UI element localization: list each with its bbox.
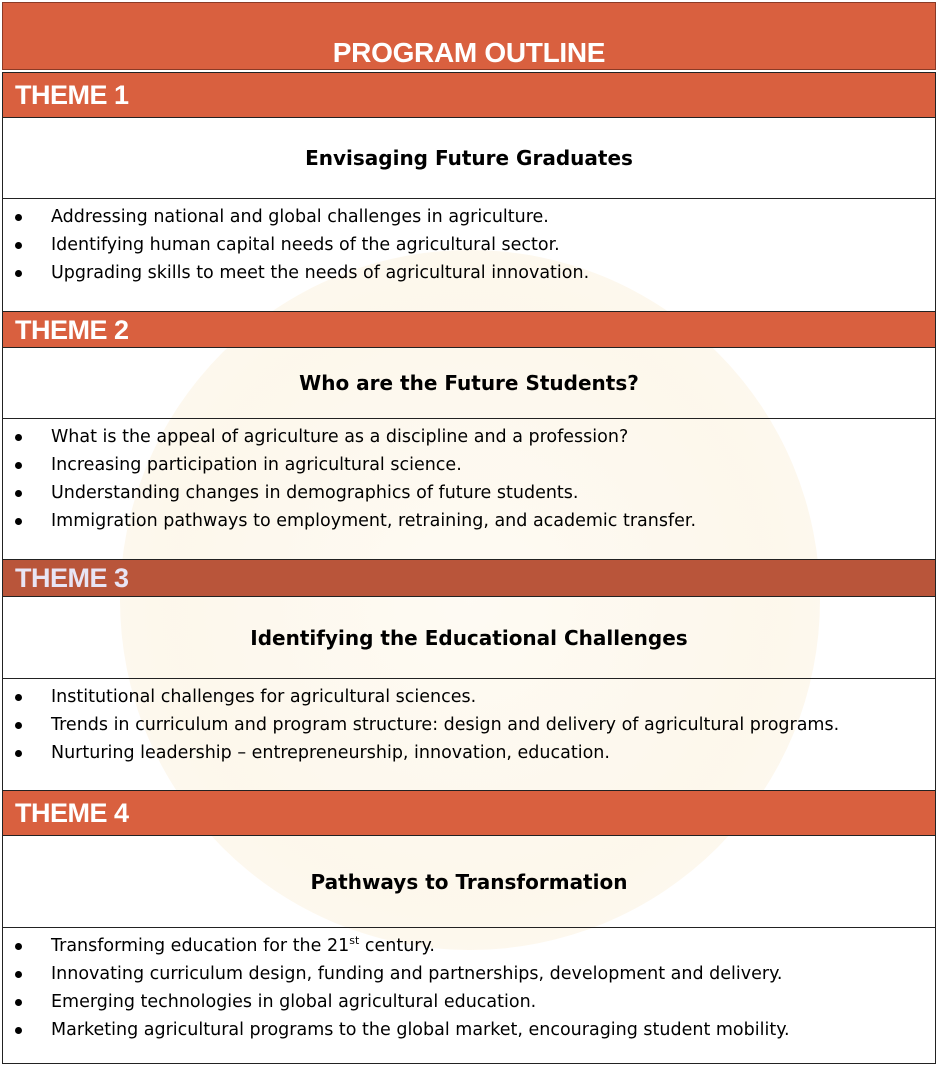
list-item: Innovating curriculum design, funding and partnerships, development and delivery. (3, 960, 935, 988)
bullet-icon (15, 214, 22, 221)
theme-2-bar (2, 311, 936, 348)
bullet-icon (15, 750, 22, 757)
theme-1-title-row (2, 118, 936, 199)
list-item: Addressing national and global challenges in agriculture. (3, 203, 935, 231)
outline-header (2, 2, 936, 70)
list-item: Immigration pathways to employment, retraining, and academic transfer. (3, 507, 935, 535)
list-item: Institutional challenges for agricultural sciences. (3, 683, 935, 711)
theme-1-list-row (2, 199, 936, 311)
bullet-icon (15, 694, 22, 701)
bullet-icon (15, 999, 22, 1006)
theme-2-list-row (2, 419, 936, 559)
list-item: Transforming education for the 21st century. (3, 932, 935, 960)
theme-2-label: THEME 2 (15, 314, 129, 345)
list-item: Upgrading skills to meet the needs of agricultural innovation. (3, 259, 935, 287)
list-item: What is the appeal of agriculture as a discipline and a profession? (3, 423, 935, 451)
theme-1-title: Envisaging Future Graduates (305, 146, 633, 170)
theme-4-list-row (2, 928, 936, 1064)
theme-3-bullets (3, 683, 935, 767)
bullet-icon (15, 434, 22, 441)
list-item: Understanding changes in demographics of future students. (3, 479, 935, 507)
theme-4-title: Pathways to Transformation (310, 869, 628, 894)
theme-3-list-row (2, 679, 936, 790)
bullet-icon (15, 943, 22, 950)
theme-4-bullets (3, 932, 935, 1044)
outline-title: PROGRAM OUTLINE (332, 37, 606, 68)
theme-3-title: Identifying the Educational Challenges (250, 625, 688, 650)
list-item: Emerging technologies in global agricultural education. (3, 988, 935, 1016)
theme-3-label: THEME 3 (15, 563, 129, 593)
list-item: Trends in curriculum and program structure: design and delivery of agricultural programs. (3, 711, 935, 739)
theme-2-title: Who are the Future Students? (299, 371, 639, 395)
list-item: Marketing agricultural programs to the global market, encouraging student mobility. (3, 1016, 935, 1044)
theme-4-bar (2, 790, 936, 836)
bullet-icon (15, 722, 22, 729)
theme-1-bullets (3, 203, 935, 287)
theme-2-title-row (2, 348, 936, 419)
bullet-icon (15, 518, 22, 525)
list-item: Increasing participation in agricultural science. (3, 451, 935, 479)
theme-1-bar (2, 72, 936, 118)
list-item: Nurturing leadership – entrepreneurship, innovation, education. (3, 739, 935, 767)
theme-4-title-row (2, 836, 936, 928)
theme-2-bullets (3, 423, 935, 535)
theme-1-label: THEME 1 (15, 80, 129, 110)
bullet-icon (15, 490, 22, 497)
theme-4-label: THEME 4 (15, 798, 129, 828)
bullet-icon (15, 270, 22, 277)
bullet-icon (15, 971, 22, 978)
theme-3-title-row (2, 597, 936, 679)
bullet-icon (15, 1027, 22, 1034)
theme-3-bar (2, 559, 936, 597)
program-outline-table (2, 2, 936, 1064)
list-item: Identifying human capital needs of the agricultural sector. (3, 231, 935, 259)
bullet-icon (15, 242, 22, 249)
bullet-icon (15, 462, 22, 469)
